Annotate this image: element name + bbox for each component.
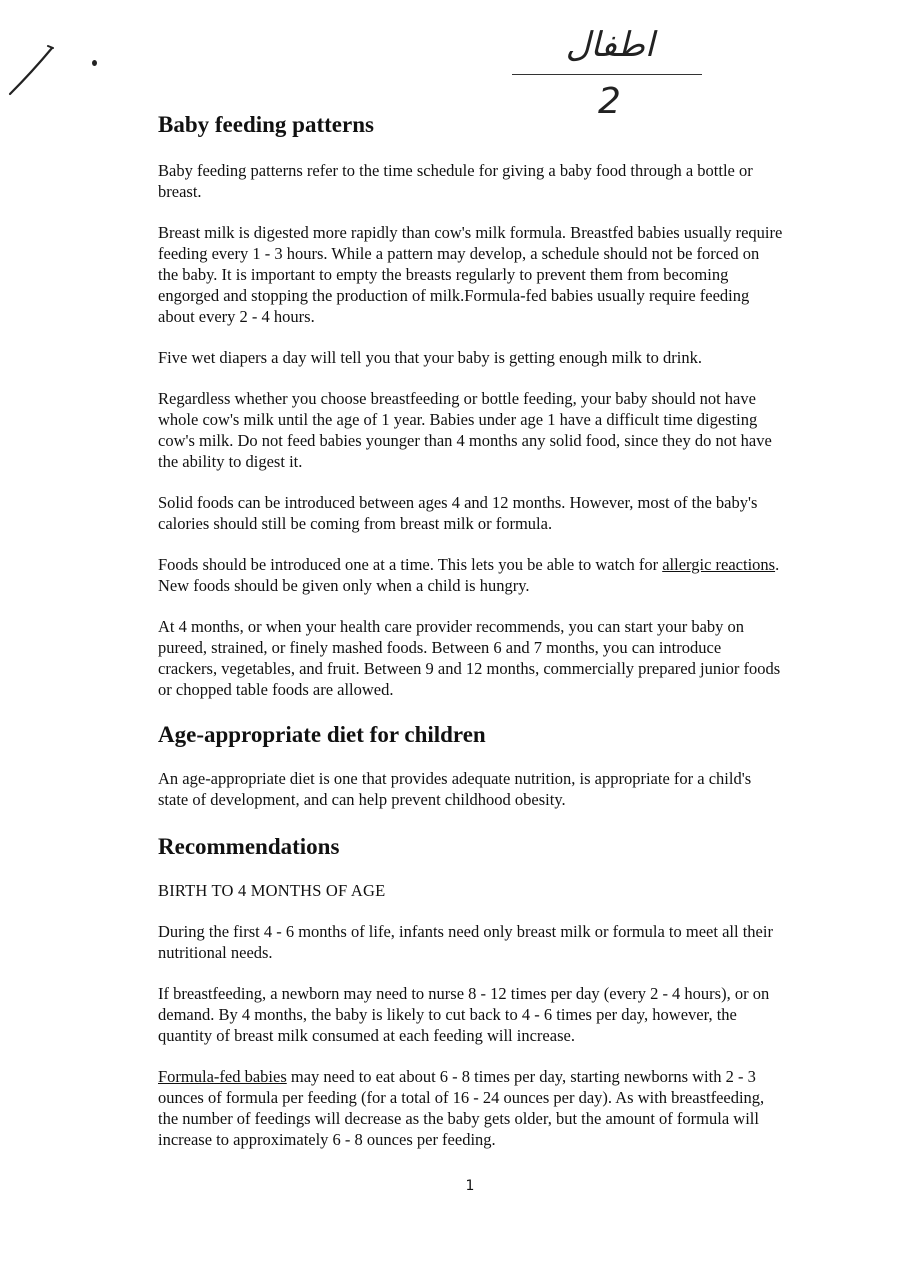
handwritten-number: 2	[598, 81, 621, 122]
text-introduce-foods-start: Foods should be introduced one at a time. This lets you be able to watch for	[158, 555, 663, 574]
allergic-reactions-link[interactable]: allergic reactions	[662, 555, 776, 574]
paragraph-breast-milk-digestion: Breast milk is digested more rapidly than cow's milk formula. Breastfed babies usually require feeding every 1 - 3 hours. While a pattern may develop, a schedule should not be forced on the baby. It is important to empty the breasts regularly to prevent them from becoming engorged and stopping the production of milk.Formula-fed babies usually require feeding about every 2 - 4 hours.	[158, 223, 783, 326]
document-body	[158, 110, 783, 1170]
heading-recommendations: Recommendations	[158, 834, 340, 859]
heading-age-appropriate-diet: Age-appropriate diet for children	[158, 722, 486, 747]
paragraph-wet-diapers: Five wet diapers a day will tell you that your baby is getting enough milk to drink.	[158, 348, 702, 367]
paragraph-solid-foods: Solid foods can be introduced between ages 4 and 12 months. However, most of the baby's calories should still be coming from breast milk or formula.	[158, 493, 758, 533]
handwritten-arabic-note: اطفال	[565, 25, 655, 65]
page-number: 1	[465, 1178, 475, 1194]
paragraph-feeding-definition: Baby feeding patterns refer to the time schedule for giving a baby food through a bottle or breast.	[158, 161, 753, 201]
paragraph-four-months-foods: At 4 months, or when your health care provider recommends, you can start your baby on pureed, strained, or finely mashed foods. Between 6 and 7 months, you can introduce crackers, vegetables, and fruit. Between 9 and 12 months, commercially prepared junior foods or chopped table foods are allowed.	[158, 617, 781, 699]
handwritten-slash-mark	[8, 44, 54, 96]
paragraph-introduce-foods	[158, 554, 783, 596]
heading-baby-feeding-patterns: Baby feeding patterns	[158, 112, 374, 137]
paragraph-breastfeeding-frequency: If breastfeeding, a newborn may need to nurse 8 - 12 times per day (every 2 - 4 hours), or on demand. By 4 months, the baby is likely to cut back to 4 - 6 times per day, however, the quantity of breast milk consumed at each feeding will increase.	[158, 984, 770, 1045]
paragraph-formula-fed	[158, 1066, 783, 1150]
text-introduce-foods-end: . New foods should be given only when a child is hungry.	[158, 555, 780, 595]
paragraph-cows-milk: Regardless whether you choose breastfeeding or bottle feeding, your baby should not have whole cow's milk until the age of 1 year. Babies under age 1 have a difficult time digesting cow's milk. Do not feed babies younger than 4 months any solid food, since they do not have the ability to digest it.	[158, 389, 772, 471]
text-formula-fed-details: may need to eat about 6 - 8 times per day, starting newborns with 2 - 3 ounces of formula per feeding (for a total of 16 - 24 ounces per day). As with breastfeeding, the number of feedings will decrease as the baby gets older, but the amount of formula will increase to approximately 6 - 8 ounces per feeding.	[158, 1067, 765, 1149]
handwritten-dot	[92, 60, 97, 66]
handwritten-fraction-line	[512, 74, 702, 75]
paragraph-age-appropriate-definition: An age-appropriate diet is one that provides adequate nutrition, is appropriate for a child's state of development, and can help prevent childhood obesity.	[158, 769, 752, 809]
paragraph-first-months: During the first 4 - 6 months of life, infants need only breast milk or formula to meet all their nutritional needs.	[158, 922, 773, 962]
formula-fed-babies-link[interactable]: Formula-fed babies	[158, 1067, 287, 1086]
subheading-birth-to-4-months: BIRTH TO 4 MONTHS OF AGE	[158, 881, 386, 900]
